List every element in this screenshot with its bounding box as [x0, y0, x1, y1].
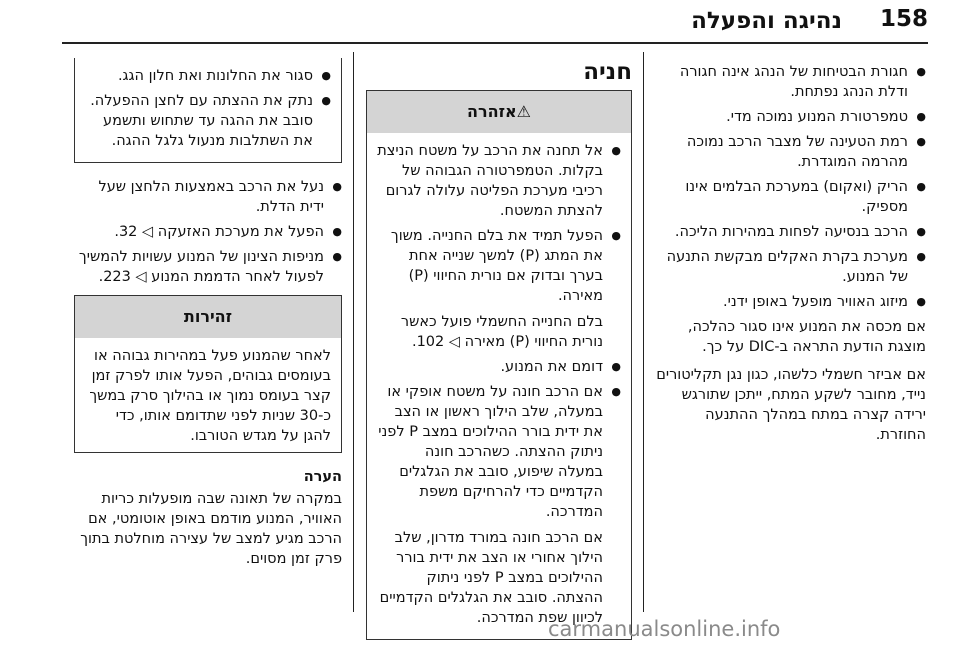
- list-item: ● נעל את הרכב באמצעות הלחצן שעל ידית הדלת.: [74, 177, 342, 217]
- list-item: ● דומם את המנוע.: [377, 357, 621, 377]
- list-item: ● נתק את ההצתה עם לחצן ההפעלה. סובב את ההגה עד שתחוש ותשמע את השתלבות מנעול גלגל ההגה.: [85, 91, 331, 151]
- warning-triangle-icon: ⚠: [516, 102, 531, 121]
- condition-list: [656, 62, 926, 312]
- parking-steps-list: [74, 177, 342, 287]
- caution-box: [74, 295, 342, 453]
- list-item: ● מניפות הצינון של המנוע עשויות להמשיך לפעול לאחר הדממת המנוע ◁ 223.: [74, 247, 342, 287]
- list-item-text: ● הפעל תמיד את בלם החנייה. משוך את המתג (P) למשך שנייה אחת בערך ובדוק אם נורית החיווי (P) מאירה.: [390, 228, 603, 304]
- list-item-text: ● אם הרכב חונה על משטח אופקי או במעלה, שלב הילוך ראשון או הצב את ידית בורר ההילוכים במצב P לפני ניתוק ההצתה. כשהרכב חונה במעלה שיפוע, סובב את הגלגלים הקדמיים כדי להרחיקם משפת המדרכה.: [378, 384, 603, 520]
- column-divider: [643, 52, 644, 612]
- chapter-title: נהיגה והפעלה: [691, 8, 842, 34]
- list-item: ● סגור את החלונות ואת חלון הגג.: [85, 66, 331, 86]
- list-item: ● הריק (ואקום) במערכת הבלמים אינו מספיק.: [656, 177, 926, 217]
- list-item: ● הפעל את מערכת האזעקה ◁ 32.: [74, 222, 342, 242]
- warning-title: אזהרה: [466, 102, 517, 121]
- warning-header: [367, 91, 631, 133]
- list-item: ● חגורת הבטיחות של הנהג אינה חגורה ודלת הנהג נפתחת.: [656, 62, 926, 102]
- list-item: [377, 226, 621, 352]
- list-item: ● אל תחנה את הרכב על משטח הניצת בקלות. הטמפרטורה הגבוהה של רכיבי מערכת הפליטה עלולה לגרום להצתת המשטח.: [377, 141, 621, 221]
- list-item: ● מיזוג האוויר מופעל באופן ידני.: [656, 292, 926, 312]
- note-text: במקרה של תאונה שבה מופעלות כריות האוויר, המנוע מודמם באופן אוטומטי, אם הרכב מגיע למצב של עצירה מוחלטת בתוך פרק זמן מסוים.: [80, 491, 342, 567]
- list-item-text: אם הרכב חונה במורד מדרון, שלב הילוך אחורי או הצב את ידית בורר ההילוכים במצב P לפני ניתוק ההצתה. סובב את הגלגלים הקדמיים לכיוון שפת המדרכה.: [379, 530, 603, 626]
- list-item-text: בלם החנייה החשמלי פועל כאשר נורית החיווי (P) מאירה ◁ 102.: [400, 314, 603, 350]
- list-item: [377, 382, 621, 628]
- warning-list: [377, 141, 621, 628]
- warning-body: [367, 133, 631, 639]
- paragraph: אם מכסה את המנוע אינו סגור כהלכה, מוצגת הודעת התראה ב-DIC על כך.: [687, 319, 926, 355]
- continued-box-body: [75, 58, 341, 162]
- column-divider: [353, 52, 354, 612]
- list-item: ● טמפרטורת המנוע נמוכה מדי.: [656, 107, 926, 127]
- continued-box: [74, 58, 342, 163]
- section-title: חניה: [583, 59, 632, 85]
- right-column: [656, 62, 926, 453]
- left-column: [74, 58, 342, 569]
- list-item: ● הרכב בנסיעה לפחות במהירות הליכה.: [656, 222, 926, 242]
- header-rule: [62, 42, 928, 44]
- page-number: 158: [879, 6, 928, 32]
- continued-list: [85, 66, 331, 151]
- watermark: carmanualsonline.info: [548, 617, 781, 641]
- paragraph: אם אביזר חשמלי כלשהו, כגון נגן תקליטורים נייד, מחובר לשקע המתח, ייתכן שתורגש ירידה קצרה במתח במהלך ההתנעה החוזרת.: [656, 367, 926, 443]
- caution-body: לאחר שהמנוע פעל במהירות גבוהה או בעומסים גבוהים, הפעל אותו לפרק זמן קצר בעומס נמוך או בהילוך סרק במשך כ-30 שניות לפני שתדומם אותו, כדי להגן על מגדש הטורבו.: [89, 348, 331, 444]
- note-title: הערה: [303, 469, 342, 485]
- list-item: ● רמת הטעינה של מצבר הרכב נמוכה מהרמה המוגדרת.: [656, 132, 926, 172]
- list-item: ● מערכת בקרת האקלים מבקשת התנעה של המנוע.: [656, 247, 926, 287]
- caution-title: זהירות: [75, 296, 341, 338]
- middle-column: [366, 59, 632, 654]
- warning-box: [366, 90, 632, 640]
